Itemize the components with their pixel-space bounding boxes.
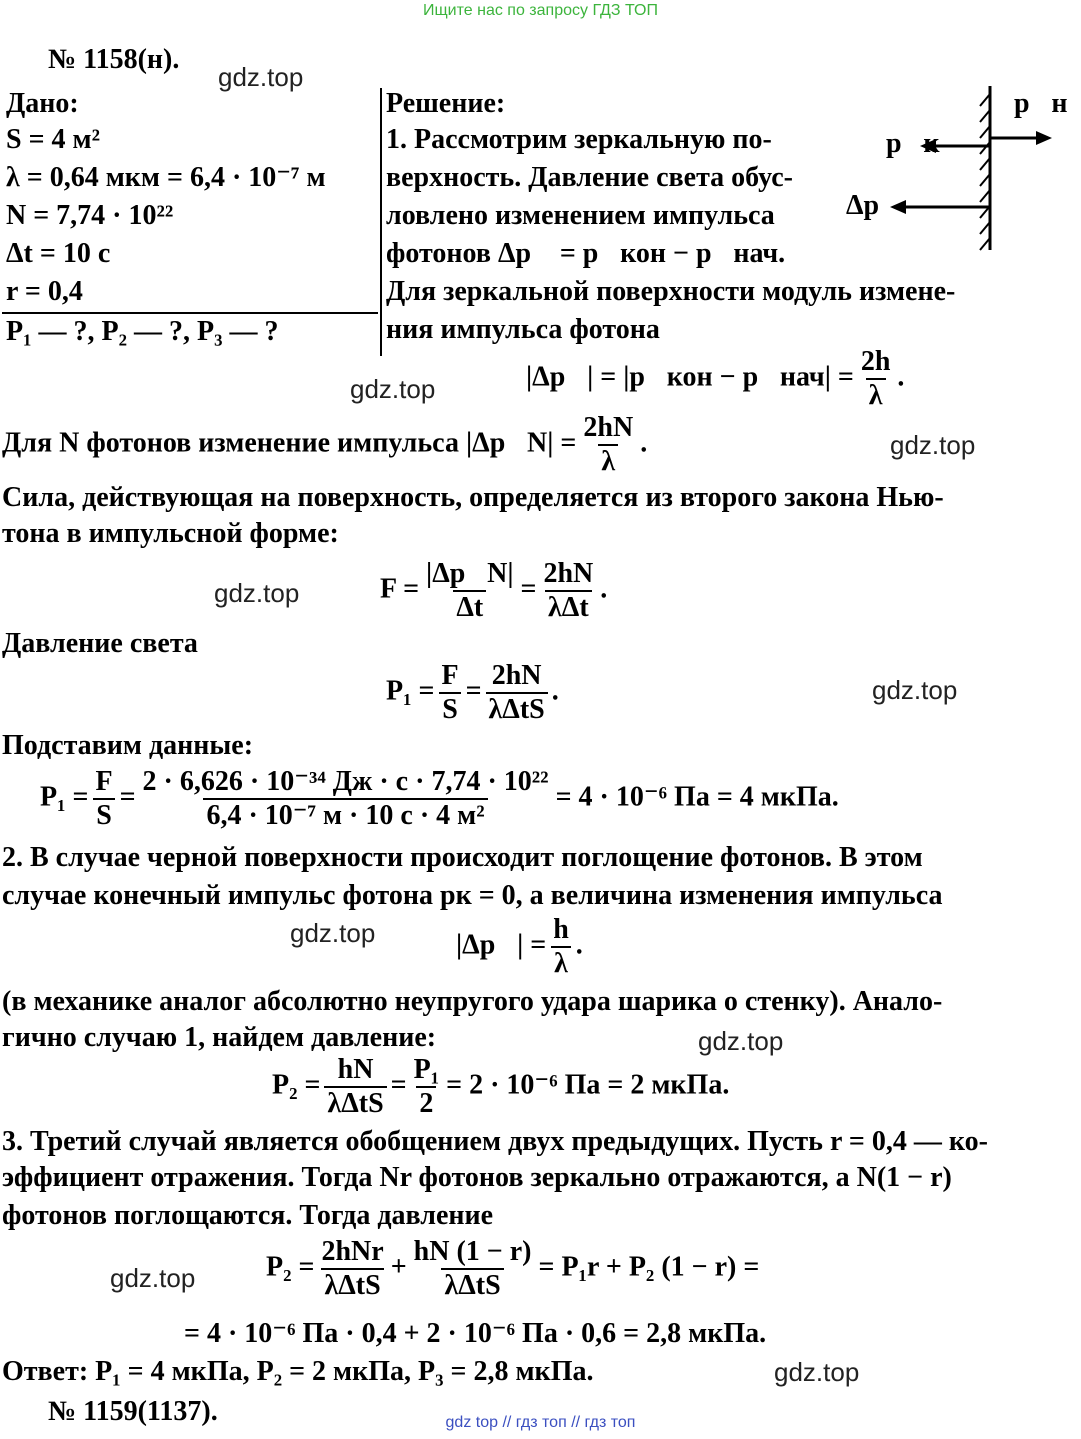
- answer-line: Ответ: P₁ = 4 мкПа, P₂ = 2 мкПа, P₃ = 2,8 мкПа.: [2, 1356, 594, 1387]
- find-line: P₁ — ?, P₂ — ?, P₃ — ?: [6, 316, 279, 347]
- top-banner[interactable]: Ищите нас по запросу ГДЗ ТОП: [423, 2, 658, 19]
- watermark: gdz.top: [890, 430, 976, 460]
- text-line-with-formula: Для N фотонов изменение импульса |Δp⃗N| = $\frac{2hN}{\lambda}$ .: [2, 412, 648, 477]
- given-separator: [380, 88, 382, 356]
- bottom-banner[interactable]: gdz top // гдз топ // гдз топ: [445, 1414, 636, 1431]
- text-line: Подставим данные:: [2, 730, 254, 761]
- text-line: Давление света: [2, 628, 198, 659]
- formula-pressure-2: P₂ = $\frac{hN}{\text{λΔtS}}$ = $\frac{\text{P₁}}{2}$ = 2 · 10⁻⁶ Па = 2 мкПа.: [272, 1054, 730, 1119]
- watermark: gdz.top: [350, 374, 436, 404]
- text-line: ловлено изменением импульса: [386, 200, 775, 231]
- solution-title: Решение:: [386, 88, 506, 119]
- formula-pressure-3: P₂ = $\frac{\text{2hNr}}{\text{λΔtS}}$ + $\frac{hN (1 - r)}{\text{λΔtS}}$ = P₁r + P₂ (1 − r) =: [266, 1236, 760, 1301]
- watermark: gdz.top: [290, 918, 376, 948]
- problem-number: № 1158(н).: [48, 44, 180, 75]
- watermark: gdz.top: [698, 1026, 784, 1056]
- given-item: N = 7,74 · 10²²: [6, 200, 174, 231]
- text-line: 1. Рассмотрим зеркальную по-: [386, 124, 772, 155]
- text-line: Для зеркальной поверхности модуль измене-: [386, 276, 956, 307]
- watermark: gdz.top: [872, 675, 958, 705]
- text-line: ния импульса фотона: [386, 314, 660, 345]
- text-line: верхность. Давление света обус-: [386, 162, 793, 193]
- formula-delta-p-black: |Δp⃗| = $\frac{h}{\lambda}$ .: [456, 914, 583, 979]
- text-line: Сила, действующая на поверхность, определяется из второго закона Нью-: [2, 482, 944, 513]
- formula-pressure-3-result: = 4 · 10⁻⁶ Па · 0,4 + 2 · 10⁻⁶ Па · 0,6 = 2,8 мкПа.: [184, 1318, 767, 1349]
- text-line: 3. Третий случай является обобщением двух предыдущих. Пусть r = 0,4 — ко-: [2, 1126, 988, 1157]
- label-p-reflected: p⃗к: [886, 128, 940, 159]
- text-line: тона в импульсной форме:: [2, 518, 339, 549]
- next-problem-cut: № 1159(1137).: [48, 1396, 218, 1427]
- given-item: r = 0,4: [6, 276, 83, 307]
- given-title: Дано:: [6, 88, 79, 119]
- formula-pressure-1: P₁ = $\frac{F}{S}$ = $\frac{2hN}{\text{λΔtS}}$ .: [386, 660, 559, 725]
- formula-force: F = $\frac{|\Delta p⃗N|}{\Delta t}$ = $\frac{2hN}{\text{λΔt}}$ .: [380, 558, 608, 623]
- given-divider: [2, 312, 378, 314]
- text-line: (в механике аналог абсолютно неупругого удара шарика о стенку). Анало-: [2, 986, 943, 1017]
- text-line: фотонов Δp⃗ = p⃗кон − p⃗нач.: [386, 238, 786, 269]
- given-item: S = 4 м²: [6, 124, 100, 155]
- text-line: 2. В случае черной поверхности происходит поглощение фотонов. В этом: [2, 842, 923, 873]
- formula-substitution: P₁ = $\frac{F}{S}$ = $\frac{\text{2 · 6,626 · 10⁻³⁴ Дж · с · 7,74 · 10²²}}{\text{6,4 · 10⁻⁷ м · 10 с · 4 м²}}$ = 4 · 10⁻⁶ Па = 4 мкПа.: [40, 766, 839, 831]
- watermark: gdz.top: [774, 1357, 860, 1387]
- text-line: эффициент отражения. Тогда Nr фотонов зеркально отражаются, а N(1 − r): [2, 1162, 952, 1193]
- delta-p-arrow: [890, 200, 990, 214]
- watermark: gdz.top: [110, 1263, 196, 1293]
- given-item: Δt = 10 с: [6, 238, 111, 269]
- text-line: случае конечный импульс фотона pк = 0, а величина изменения импульса: [2, 880, 943, 911]
- label-delta-p: Δp⃗: [846, 190, 901, 221]
- watermark: gdz.top: [214, 578, 300, 608]
- text-line: фотонов поглощаются. Тогда давление: [2, 1200, 494, 1231]
- incident-arrow: [990, 131, 1052, 145]
- given-item: λ = 0,64 мкм = 6,4 · 10⁻⁷ м: [6, 162, 326, 193]
- text-line: гично случаю 1, найдем давление:: [2, 1022, 437, 1053]
- label-p-incident: p⃗н: [1014, 88, 1068, 119]
- watermark: gdz.top: [218, 62, 304, 92]
- formula-delta-p-mirror: |Δp⃗| = |p⃗кон − p⃗нач| = $\frac{2h}{\lambda}$ .: [526, 346, 905, 411]
